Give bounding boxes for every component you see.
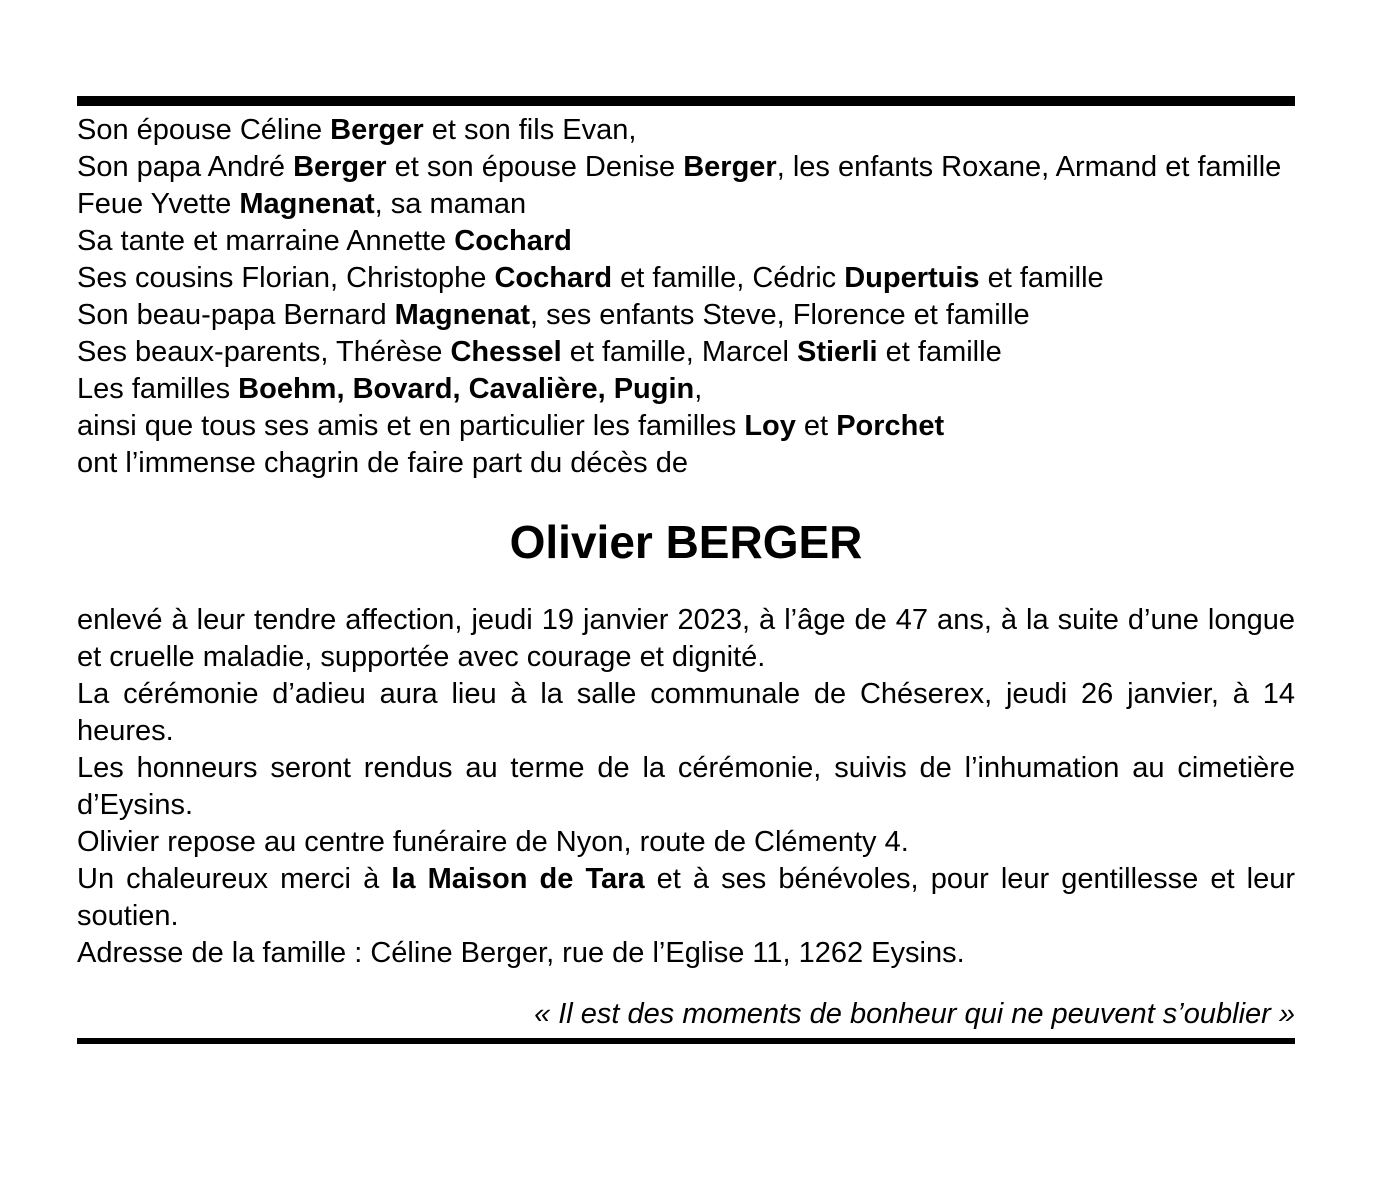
paragraph-line <box>77 824 1295 861</box>
paragraph-line <box>77 334 1295 371</box>
plain-text: et <box>795 410 837 442</box>
emphasized-name-text: Boehm, Bovard, Cavalière, Pugin <box>238 373 695 405</box>
plain-text: Les familles <box>77 373 239 405</box>
plain-text: Les honneurs seront rendus au terme de la cérémonie, suivis de l’inhumation au cimetière d’Eysins. <box>77 752 1295 821</box>
emphasized-name-text: Stierli <box>797 336 878 368</box>
paragraph-line <box>77 445 1295 482</box>
plain-text: , ses enfants Steve, Florence et famille <box>529 299 1030 331</box>
plain-text: et famille <box>877 336 1002 368</box>
plain-text: et son épouse Denise <box>386 151 684 183</box>
emphasized-name-text: la Maison de Tara <box>391 863 645 895</box>
plain-text: Olivier repose au centre funéraire de Nyon, route de Clémenty 4. <box>77 826 909 858</box>
memorial-quote: « Il est des moments de bonheur qui ne peuvent s’oublier » <box>534 998 1295 1030</box>
emphasized-name-text: Chessel <box>450 336 562 368</box>
paragraph-line <box>77 260 1295 297</box>
emphasized-name-text: Berger <box>683 151 777 183</box>
plain-text: Ses cousins Florian, Christophe <box>77 262 495 294</box>
paragraph-line <box>77 408 1295 445</box>
obituary-notice <box>77 96 1295 1044</box>
plain-text: Son beau-papa Bernard <box>77 299 395 331</box>
emphasized-name-text: Cochard <box>494 262 613 294</box>
emphasized-name-text: Berger <box>330 114 424 146</box>
paragraph-line <box>77 371 1295 408</box>
plain-text: et famille, Marcel <box>561 336 797 368</box>
plain-text: et famille, Cédric <box>612 262 845 294</box>
paragraph-line <box>77 750 1295 824</box>
plain-text: , les enfants Roxane, Armand et famille <box>776 151 1282 183</box>
plain-text: Adresse de la famille : Céline Berger, rue de l’Eglise 11, 1262 Eysins. <box>77 937 965 969</box>
plain-text: Un chaleureux merci à <box>77 863 392 895</box>
paragraph-line <box>77 186 1295 223</box>
paragraph-line <box>77 112 1295 149</box>
plain-text: La cérémonie d’adieu aura lieu à la salle communale de Chéserex, jeudi 26 janvier, à 14 heures. <box>77 678 1295 747</box>
bottom-rule <box>77 1038 1295 1044</box>
announcement-body <box>77 602 1295 972</box>
emphasized-name-text: Dupertuis <box>844 262 980 294</box>
paragraph-line <box>77 676 1295 750</box>
paragraph-line <box>77 935 1295 972</box>
emphasized-name-text: Magnenat <box>394 299 530 331</box>
emphasized-name-text: Loy <box>744 410 796 442</box>
plain-text: Son papa André <box>77 151 294 183</box>
emphasized-name-text: Porchet <box>836 410 945 442</box>
emphasized-name-text: Berger <box>293 151 387 183</box>
paragraph-line <box>77 297 1295 334</box>
plain-text: ont l’immense chagrin de faire part du décès de <box>77 447 688 479</box>
plain-text: et à ses bénévoles, pour leur gentillesse et leur soutien. <box>77 863 1295 932</box>
plain-text: Sa tante et marraine Annette <box>77 225 455 257</box>
plain-text: Feue Yvette <box>77 188 240 220</box>
plain-text: Son épouse Céline <box>77 114 331 146</box>
paragraph-line <box>77 602 1295 676</box>
emphasized-name-text: Cochard <box>454 225 572 257</box>
plain-text: enlevé à leur tendre affection, jeudi 19 janvier 2023, à l’âge de 47 ans, à la suite d’une longue et cruelle maladie, supportée avec courage et dignité. <box>77 604 1295 673</box>
paragraph-line <box>77 149 1295 186</box>
plain-text: , <box>694 373 703 405</box>
family-list <box>77 112 1295 482</box>
plain-text: et famille <box>979 262 1104 294</box>
emphasized-name-text: Magnenat <box>239 188 375 220</box>
plain-text: ainsi que tous ses amis et en particulier les familles <box>77 410 745 442</box>
deceased-name-title: Olivier BERGER <box>509 516 863 568</box>
plain-text: Ses beaux-parents, Thérèse <box>77 336 451 368</box>
plain-text: et son fils Evan, <box>423 114 637 146</box>
paragraph-line <box>77 861 1295 935</box>
paragraph-line <box>77 223 1295 260</box>
top-rule <box>77 96 1295 106</box>
plain-text: , sa maman <box>374 188 527 220</box>
